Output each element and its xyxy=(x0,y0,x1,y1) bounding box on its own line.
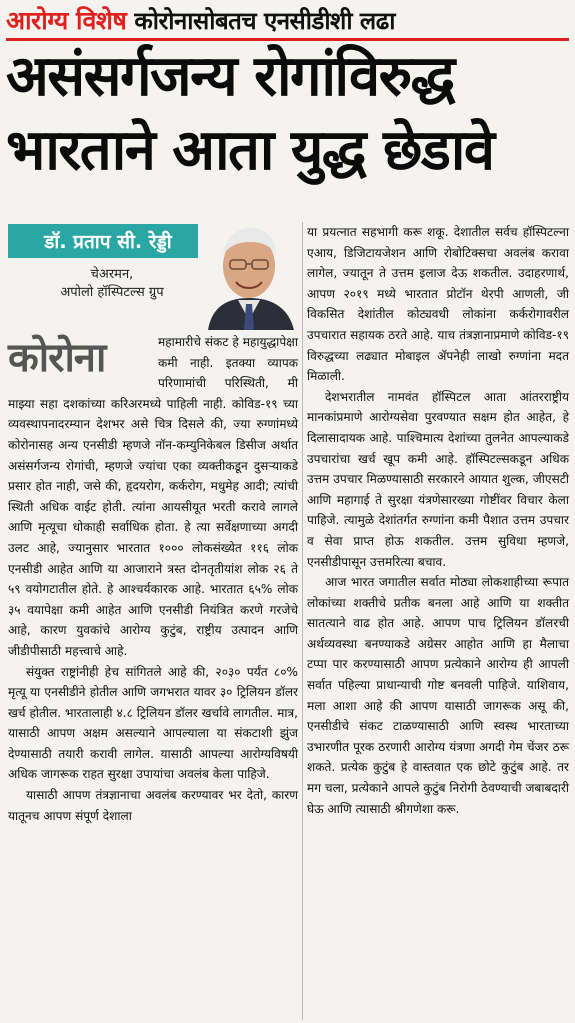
headline-line-1: असंसर्गजन्य रोगांविरुद्ध xyxy=(6,44,454,109)
article-column-left xyxy=(8,332,298,826)
section-kicker xyxy=(6,2,569,41)
paragraph: आज भारत जगातील सर्वात मोठ्या लोकशाहीच्या रूपात लोकांच्या शक्तीचे प्रतीक बनला आहे आणि या शक्तीत सातत्याने वाढ होत आहे. आपण पाच ट्रिलियन डॉलरची अर्थव्यवस्था बनण्याकडे अग्रेसर आहोत आणि हा मैलाचा टप्पा पार करण्यासाठी आपण प्रत्येकाने आरोग्य ही आपली सर्वात पहिल्या प्राधान्याची गोष्ट बनवली पाहिजे. याशिवाय, मला आशा आहे की आपण यासाठी जागरूक असू की, एनसीडीचे संकट टाळण्यासाठी आणि स्वस्थ भारताच्या उभारणीत पूरक ठरणारी आरोग्य यंत्रणा अगदी गेम चेंजर ठरू शकते. प्रत्येक कुटुंब हे वास्तवात एक छोटे कुटुंब आहे. तर मग चला, प्रत्येकाने आपले कुटुंब निरोगी ठेवण्याची जबाबदारी घेऊ आणि त्यासाठी श्रीगणेशा करू. xyxy=(307,575,569,816)
headline-line-2: भारताने आता युद्ध छेडावे xyxy=(6,118,494,183)
article-column-right xyxy=(307,222,569,819)
section-label: आरोग्य विशेष xyxy=(6,6,127,35)
author-role-line-1: चेअरमन, xyxy=(90,267,134,282)
lead-word: कोरोना xyxy=(8,335,106,381)
section-subtitle: कोरोनासोबतच एनसीडीशी लढा xyxy=(134,6,395,35)
paragraph: या प्रयत्नात सहभागी करू शकू. देशातील सर्वच हॉस्पिटल्ना एआय, डिजिटायजेशन आणि रोबोटिक्सचा अवलंब करावा लागेल, ज्यातून ते उत्तम इलाज देऊ शकतील. उदाहरणार्थ, आपण २०१९ मध्ये भारतात प्रोटॉन थेरपी आणली, जी विकसित देशांतील कोट्यवधी लोकांना कर्करोगावरील उपचारात सहायक ठरते आहे. याच तंत्रज्ञानाप्रमाणे कोविड-१९ विरुद्धच्या लढ्यात मोबाइल ॲपनेही लाखो रुग्णांना मदत मिळाली. xyxy=(307,225,569,384)
author-photo xyxy=(198,220,300,330)
paragraph: यासाठी आपण तंत्रज्ञानाचा अवलंब करण्यावर भर देतो, कारण यातूनच आपण संपूर्ण देशाला xyxy=(8,788,298,823)
author-box xyxy=(8,220,300,332)
author-role-line-2: अपोलो हॉस्पिटल्स ग्रुप xyxy=(60,285,164,300)
paragraph: महामारीचे संकट हे महायुद्धापेक्षा कमी नाही. इतक्या व्यापक परिणामांची परिस्थिती, मी माझ्या सहा दशकांच्या करिअरमध्ये पाहिली नाही. कोविड-१९ च्या व्यवस्थापनादरम्यान देशभर असे चित्र दिसले की, ज्या रुग्णांमध्ये कोरोनासह अन्य एनसीडी म्हणजे नॉन-कम्युनिकेबल डिसीज अर्थात असंसर्गजन्य रोगांची, म्हणजे ज्यांचा एका व्यक्तीकडून दुसऱ्याकडे प्रसार होत नाही, जसे की, हृदयरोग, कर्करोग, मधुमेह आदी; त्यांची स्थिती अधिक वाईट होती. त्यांना आयसीयूत भरती करावे लागले आणि मृत्यूचा धोकाही सर्वाधिक होता. हे त्या सर्वेक्षणाच्या अगदी उलट आहे, ज्यानुसार भारतात १००० लोकसंख्येत ११६ लोक एनसीडी आहेत आणि या आजाराने त्रस्त दोनतृतीयांश लोक २६ ते ५९ वयोगटातील होते. हे आश्चर्यकारक आहे. भारतात ६५% लोक ३५ वयापेक्षा कमी आहेत आणि एनसीडी नियंत्रित करणे गरजेचे आहे, कारण युवकांचे आरोग्य कुटुंब, राष्ट्रीय उत्पादन आणि जीडीपीसाठी महत्त्वाचे आहे. xyxy=(8,335,298,658)
paragraph: देशभरातील नामवंत हॉस्पिटल आता आंतरराष्ट्रीय मानकांप्रमाणे आरोग्यसेवा पुरवण्यात सक्षम होत आहेत, हे दिलासादायक आहे. पाश्चिमात्य देशांच्या तुलनेत आपल्याकडे उपचारांचा खर्च खूप कमी आहे. हॉस्पिटल्सकडून अधिक उत्तम उपचार मिळण्यासाठी सरकारने आयात शुल्क, जीएसटी आणि महागाई ते सुरक्षा यंत्रणेसारख्या गोष्टींवर विचार केला पाहिजे. त्यामुळे देशांतर्गत रुग्णांना कमी पैशात उत्तम उपचार व सेवा प्राप्त होऊ शकतील. उत्तम सुविधा म्हणजे, एनसीडीपासून उत्तमरित्या बचाव. xyxy=(307,389,569,569)
column-divider xyxy=(302,222,303,1020)
paragraph: संयुक्त राष्ट्रांनीही हेच सांगितले आहे की, २०३० पर्यंत ८०% मृत्यू या एनसीडीने होतील आणि जगभरात यावर ३० ट्रिलियन डॉलर खर्च होतील. भारतालाही ४.८ ट्रिलियन डॉलर खर्चावे लागतील. मात्र, यासाठी आपण अक्षम असल्याने आपल्याला या संकटाशी झुंज देण्यासाठी तयारी करावी लागेल. यासाठी आपल्या आरोग्यविषयी अधिक जागरूक राहत सुरक्षा उपायांचा अवलंब केला पाहिजे. xyxy=(8,664,298,782)
author-name: डॉ. प्रताप सी. रेड्डी xyxy=(8,224,208,258)
author-role xyxy=(12,266,212,302)
